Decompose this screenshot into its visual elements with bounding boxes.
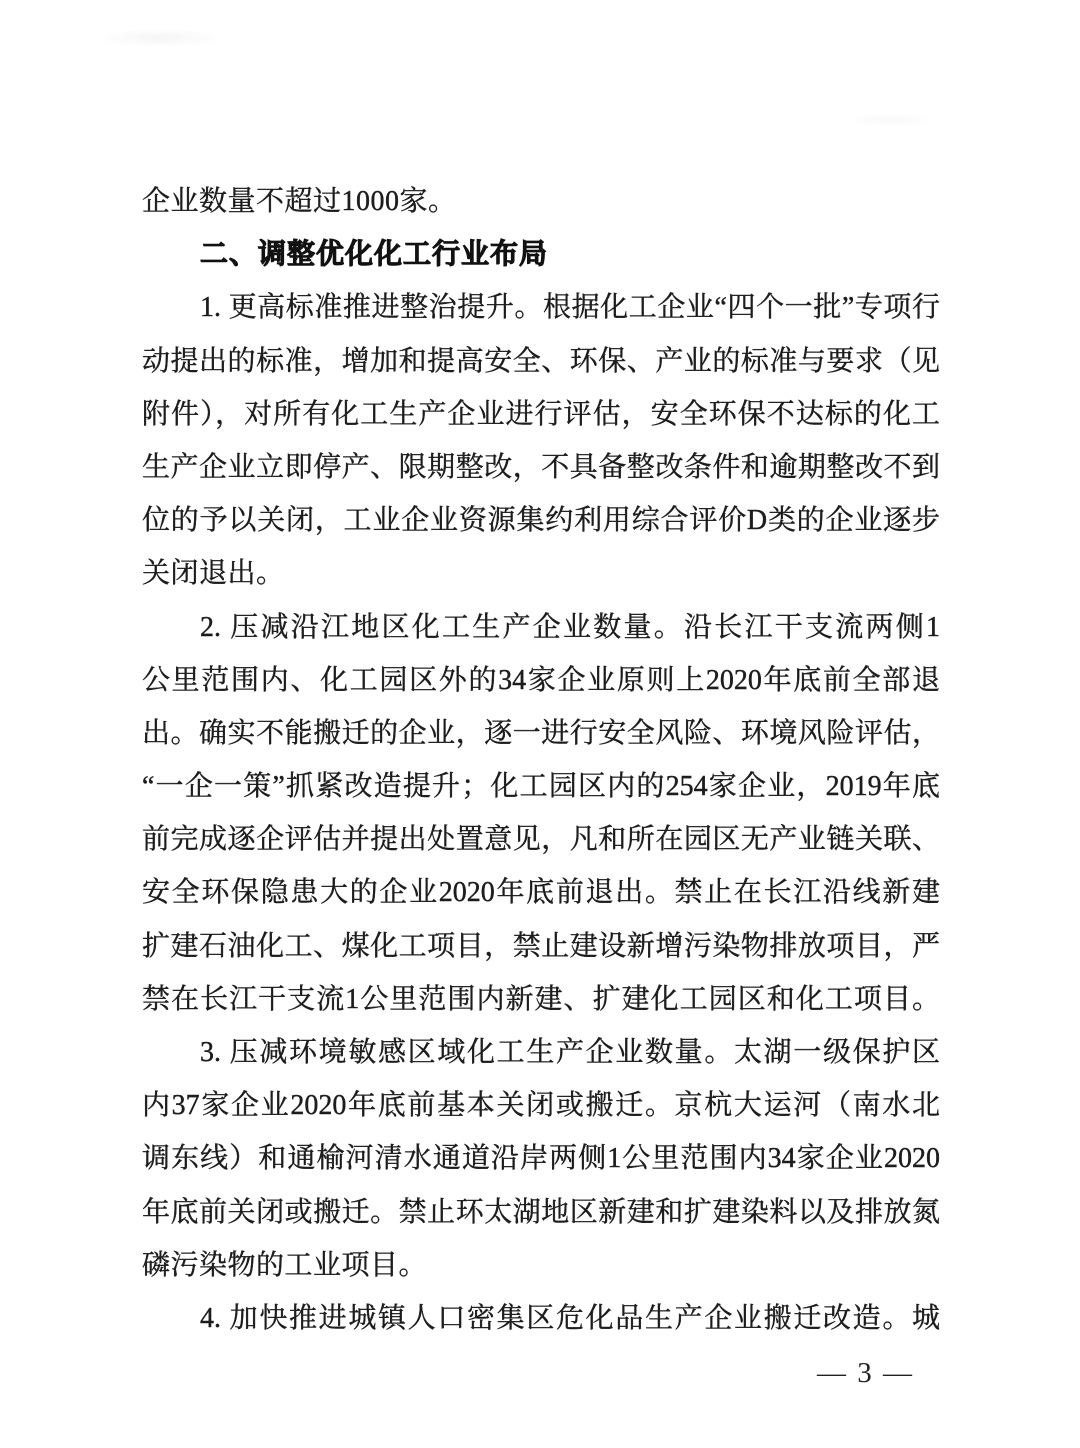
text-line: 磷污染物的工业项目。 (142, 1249, 428, 1281)
text-block (142, 175, 940, 1345)
text-line: 位的予以关闭，工业企业资源集约利用综合评价D类的企业逐步 (142, 505, 940, 537)
text-line: 二、调整优化化工行业布局 (200, 239, 549, 271)
text-line: 出。确实不能搬迁的企业，逐一进行安全风险、环境风险评估， (142, 717, 940, 749)
text-line: “一企一策”抓紧改造提升；化工园区内的254家企业，2019年底 (142, 771, 940, 803)
text-line: 调东线）和通榆河清水通道沿岸两侧1公里范围内34家企业2020 (142, 1143, 940, 1175)
page-number: — 3 — (817, 1357, 914, 1389)
text-line: 内37家企业2020年底前基本关闭或搬迁。京杭大运河（南水北 (142, 1090, 940, 1122)
text-line: 生产企业立即停产、限期整改，不具备整改条件和逾期整改不到 (142, 451, 940, 483)
text-line: 安全环保隐患大的企业2020年底前退出。禁止在长江沿线新建 (142, 877, 940, 909)
text-line: 动提出的标准，增加和提高安全、环保、产业的标准与要求（见 (142, 345, 940, 377)
text-line: 年底前关闭或搬迁。禁止环太湖地区新建和扩建染料以及排放氮 (142, 1196, 940, 1228)
text-line: 4. 加快推进城镇人口密集区危化品生产企业搬迁改造。城 (200, 1302, 940, 1334)
text-line: 禁在长江干支流1公里范围内新建、扩建化工园区和化工项目。 (142, 983, 940, 1015)
text-line: 公里范围内、化工园区外的34家企业原则上2020年底前全部退 (142, 664, 940, 696)
text-line: 前完成逐企评估并提出处置意见，凡和所在园区无产业链关联、 (142, 824, 940, 856)
text-line: 2. 压减沿江地区化工生产企业数量。沿长江干支流两侧1 (200, 611, 940, 643)
text-line: 1. 更高标准推进整治提升。根据化工企业“四个一批”专项行 (200, 292, 940, 324)
text-line: 3. 压减环境敏感区域化工生产企业数量。太湖一级保护区 (200, 1037, 940, 1068)
text-line: 关闭退出。 (142, 558, 285, 590)
text-line: 扩建石油化工、煤化工项目，禁止建设新增污染物排放项目，严 (142, 930, 940, 962)
text-line: 附件），对所有化工生产企业进行评估，安全环保不达标的化工 (142, 398, 940, 430)
text-line: 企业数量不超过1000家。 (142, 186, 457, 217)
